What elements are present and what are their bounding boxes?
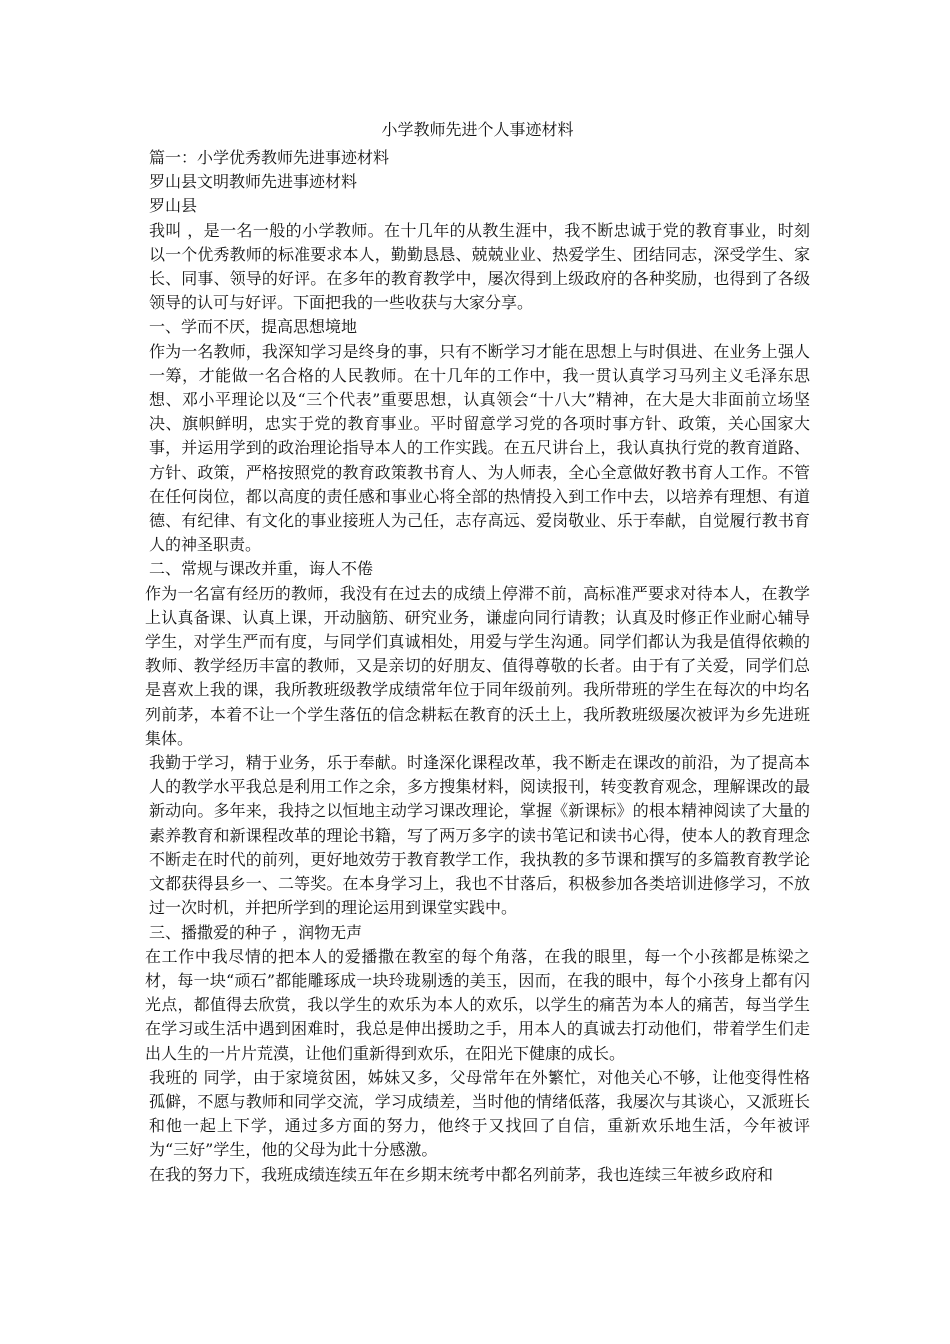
section-2-paragraph-2: 我勤于学习，精于业务，乐于奉献。时逢深化课程改革，我不断走在课改的前沿，为了提高本人的教学水平我总是利用工作之余，多方搜集材料，阅读报刊，转变教育观念，理解课改的最新动向。多年来，我持之以恒地主动学习课改理论，掌握《新课标》的根本精神阅读了大量的素养教育和新课程改革的理论书籍，写了两万多字的读书笔记和读书心得，使本人的教育理念不断走在时代的前列，更好地效劳于教育教学工作，我执教的多节课和撰写的多篇教育教学论文都获得县乡一、二等奖。在本身学习上，我也不甘落后，积极参加各类培训进修学习，不放过一次时机，并把所学到的理论运用到课堂实践中。 [149,753,810,918]
article-heading: 罗山县文明教师先进事迹材料 [149,172,358,192]
document-page [145,118,810,1187]
section-3-paragraph-3: 在我的努力下，我班成绩连续五年在乡期末统考中都名列前茅，我也连续三年被乡政府和 [149,1164,774,1184]
section-heading-3: 三、播撒爱的种子 ，润物无声 [149,922,363,942]
section-2-paragraph-1: 作为一名富有经历的教师，我没有在过去的成绩上停滞不前，高标准严要求对待本人，在教学上认真备课、认真上课，开动脑筋、研究业务，谦虚向同行请教；认真及时修正作业耐心辅导学生，对学生严而有度，与同学们真诚相处，用爱与学生沟通。同学们都认为我是值得依赖的教师、教学经历丰富的教师，又是亲切的好朋友、值得尊敬的长者。由于有了关爱，同学们总是喜欢上我的课，我所教班级教学成绩常年位于同年级前列。我所带班的学生在每次的中均名列前茅，本着不让一个学生落伍的信念耕耘在教育的沃土上，我所教班级屡次被评为乡先进班集体。 [145,583,810,748]
intro-paragraph: 我叫 ，是一名一般的小学教师。在十几年的从教生涯中，我不断忠诚于党的教育事业，时刻以一个优秀教师的标准要求本人，勤勤恳恳、兢兢业业、热爱学生、团结同志，深受学生、家长、同事、领导的好评。在多年的教育教学中，屡次得到上级政府的各种奖励，也得到了各级领导的认可与好评。下面把我的一些收获与大家分享。 [149,220,810,313]
section-1-paragraph: 作为一名教师，我深知学习是终身的事，只有不断学习才能在思想上与时俱进、在业务上强人一筹，才能做一名合格的人民教师。在十几年的工作中，我一贯认真学习马列主义毛泽东思想、邓小平理论以及“三个代表”重要思想，认真领会“十八大”精神，在大是大非面前立场坚决、旗帜鲜明，忠实于党的教育事业。平时留意学习党的各项时事方针、政策，关心国家大事，并运用学到的政治理论指导本人的工作实践。在五尺讲台上，我认真执行党的教育道路、方针、政策，严格按照党的教育政策教书育人、为人师表，全心全意做好教书育人工作。不管在任何岗位，都以高度的责任感和事业心将全部的热情投入到工作中去，以培养有理想、有道德、有纪律、有文化的事业接班人为己任，志存高远、爱岗敬业、乐于奉献，自觉履行教书育人的神圣职责。 [149,341,810,555]
section-heading-1: 一、学而不厌，提高思想境地 [149,317,358,337]
document-title: 小学教师先进个人事迹材料 [381,120,574,139]
county-name: 罗山县 [149,196,198,216]
article-subtitle: 篇一：小学优秀教师先进事迹材料 [149,148,390,167]
section-3-paragraph-2: 我班的 同学，由于家境贫困，姊妹又多，父母常年在外繁忙，对他关心不够，让他变得性格孤僻，不愿与教师和同学交流，学习成绩差，当时他的情绪低落，我屡次与其谈心，又派班长和他一起上下学，通过多方面的努力，他终于又找回了自信，重新欢乐地生活，今年被评为“三好”学生，他的父母为此十分感激。 [149,1067,810,1160]
section-heading-2: 二、常规与课改并重，诲人不倦 [149,559,374,579]
section-3-paragraph-1: 在工作中我尽情的把本人的爱播撒在教室的每个角落，在我的眼里，每一个小孩都是栋梁之材，每一块“顽石”都能雕琢成一块玲珑剔透的美玉，因而，在我的眼中，每个小孩身上都有闪光点，都值得去欣赏，我以学生的欢乐为本人的欢乐，以学生的痛苦为本人的痛苦，每当学生在学习或生活中遇到困难时，我总是伸出援助之手，用本人的真诚去打动他们，带着学生们走出人生的一片片荒漠，让他们重新得到欢乐，在阳光下健康的成长。 [145,946,810,1063]
